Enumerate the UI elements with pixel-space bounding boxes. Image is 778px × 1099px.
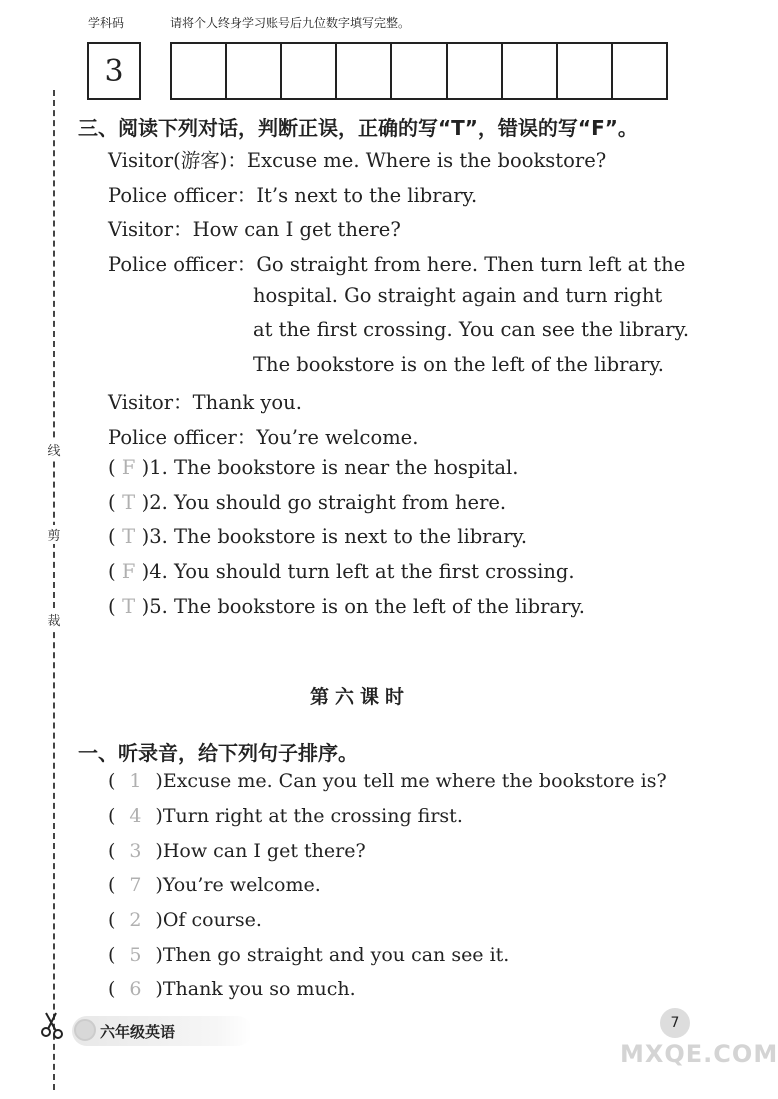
ordering-item: ( 7 )You’re welcome.: [108, 874, 321, 896]
cut-line: [53, 90, 55, 1090]
digit-cell[interactable]: [337, 44, 392, 98]
utterance: You’re welcome.: [256, 426, 419, 449]
order-number[interactable]: 3: [129, 840, 142, 862]
ordering-item: ( 3 )How can I get there?: [108, 840, 366, 862]
judgement-item: ( T )5. The bookstore is on the left of the library.: [108, 595, 585, 618]
utterance: Go straight from here. Then turn left at the: [256, 253, 686, 276]
dialogue-line: [108, 180, 477, 208]
answer-mark[interactable]: T: [122, 491, 136, 514]
sentence: )How can I get there?: [155, 840, 366, 862]
judgement-item: ( F )1. The bookstore is near the hospital.: [108, 456, 519, 479]
statement: )5. The bookstore is on the left of the library.: [141, 595, 585, 618]
sentence: )Excuse me. Can you tell me where the bookstore is?: [155, 770, 667, 792]
digit-cell[interactable]: [227, 44, 282, 98]
order-number[interactable]: 4: [129, 805, 142, 827]
digit-cell[interactable]: [613, 44, 666, 98]
subject-code-label: 学科码: [88, 16, 125, 30]
account-instruction: 请将个人终身学习账号后九位数字填写完整。: [170, 16, 411, 30]
utterance: Thank you.: [192, 391, 302, 414]
statement: )3. The bookstore is next to the library.: [141, 525, 528, 548]
digit-cell[interactable]: [392, 44, 447, 98]
utterance: How can I get there?: [192, 218, 401, 241]
ordering-item: ( 5 )Then go straight and you can see it.: [108, 944, 510, 966]
sentence: )Then go straight and you can see it.: [155, 944, 510, 966]
ordering-item: ( 2 )Of course.: [108, 909, 262, 931]
speaker: Police officer：: [108, 253, 257, 276]
cut-mark-cai: 裁: [44, 610, 64, 629]
page-number: 7: [660, 1008, 690, 1038]
answer-mark[interactable]: F: [121, 456, 136, 479]
sentence: )Thank you so much.: [155, 978, 356, 1000]
order-number[interactable]: 7: [129, 874, 142, 896]
cut-mark-jian: 剪: [44, 525, 64, 544]
utterance: at the first crossing. You can see the library.: [253, 318, 690, 341]
utterance: The bookstore is on the left of the library.: [253, 353, 664, 376]
utterance: hospital. Go straight again and turn right: [253, 284, 663, 307]
dialogue-line: [253, 284, 662, 307]
dialogue-line: [253, 353, 664, 376]
cut-mark-xian: 线: [44, 440, 64, 459]
digit-cell[interactable]: [282, 44, 337, 98]
answer-mark[interactable]: T: [122, 525, 136, 548]
dialogue-line: [108, 145, 606, 173]
ordering-item: ( 1 )Excuse me. Can you tell me where the bookstore is?: [108, 770, 667, 792]
flower-icon: [74, 1019, 96, 1041]
statement: )2. You should go straight from here.: [141, 491, 507, 514]
statement: )1. The bookstore is near the hospital.: [141, 456, 519, 479]
digit-cell[interactable]: [172, 44, 227, 98]
speaker: Police officer：: [108, 184, 257, 207]
ordering-item: ( 4 )Turn right at the crossing first.: [108, 805, 463, 827]
dialogue-line: [108, 422, 418, 450]
book-label: 六年级英语: [100, 1023, 176, 1041]
answer-mark[interactable]: T: [122, 595, 136, 618]
digit-cell[interactable]: [448, 44, 503, 98]
section1-title: 一、听录音，给下列句子排序。: [78, 741, 358, 765]
speaker: Police officer：: [108, 426, 257, 449]
utterance: It’s next to the library.: [256, 184, 478, 207]
statement: )4. You should turn left at the first crossing.: [141, 560, 575, 583]
lesson-title: 第六课时: [310, 686, 411, 708]
judgement-item: ( T )3. The bookstore is next to the library.: [108, 525, 528, 548]
account-number-grid: [170, 42, 668, 100]
dialogue-line: [108, 214, 401, 242]
order-number[interactable]: 5: [129, 944, 142, 966]
utterance: Excuse me. Where is the bookstore?: [246, 149, 607, 172]
order-number[interactable]: 6: [129, 978, 142, 1000]
digit-cell[interactable]: [503, 44, 558, 98]
order-number[interactable]: 2: [129, 909, 142, 931]
sentence: )Turn right at the crossing first.: [155, 805, 463, 827]
dialogue-line: [108, 387, 302, 415]
ordering-item: ( 6 )Thank you so much.: [108, 978, 356, 1000]
section3-title: 三、阅读下列对话，判断正误，正确的写“T”，错误的写“F”。: [78, 116, 638, 140]
sentence: )You’re welcome.: [155, 874, 321, 896]
sentence: )Of course.: [155, 909, 262, 931]
subject-code-box: 3: [87, 42, 141, 100]
order-number[interactable]: 1: [129, 770, 142, 792]
speaker: Visitor(游客)：: [108, 149, 247, 172]
scissors-icon: [38, 1010, 68, 1040]
judgement-item: ( F )4. You should turn left at the first crossing.: [108, 560, 575, 583]
watermark: MXQE.COM: [620, 1040, 778, 1068]
speaker: Visitor：: [108, 391, 193, 414]
dialogue-line: [108, 249, 685, 277]
answer-mark[interactable]: F: [121, 560, 136, 583]
judgement-item: ( T )2. You should go straight from here.: [108, 491, 507, 514]
digit-cell[interactable]: [558, 44, 613, 98]
dialogue-line: [253, 318, 689, 341]
speaker: Visitor：: [108, 218, 193, 241]
